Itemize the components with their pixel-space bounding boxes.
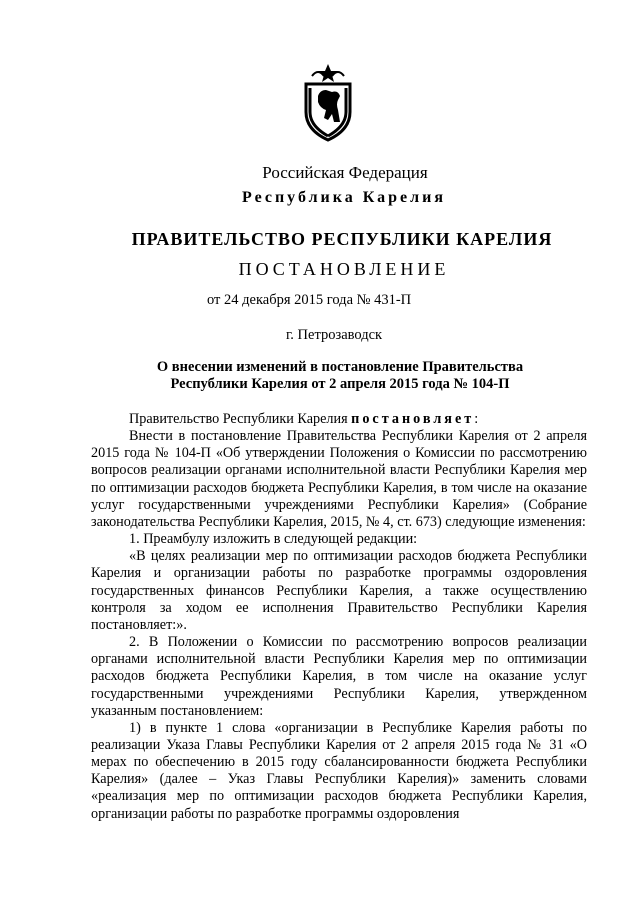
document-date: от 24 декабря 2015 года № 431-П [207, 292, 412, 308]
title-line-1: О внесении изменений в постановление Правительства [156, 359, 524, 375]
intro-prefix: Правительство Республики Карелия [129, 411, 352, 427]
republic-name: Республика Карелия [242, 189, 446, 206]
document-body [91, 411, 587, 823]
document-title [80, 359, 600, 393]
document-type: ПОСТАНОВЛЕНИЕ [238, 259, 450, 279]
karelia-coat-of-arms-icon [298, 62, 358, 142]
paragraph-3: «В целях реализации мер по оптимизации расходов бюджета Республики Карелия и организации работы по разработке программы оздоровления государственных финансов Республики Карелия, а также осуществлению контроля за ходом ее исполнения Правительство Республики Карелия постановляет:». [91, 548, 587, 633]
title-line-2: Республики Карелия от 2 апреля 2015 года № 104-П [170, 376, 510, 392]
document-city: г. Петрозаводск [286, 327, 383, 343]
paragraph-4: 2. В Положении о Комиссии по рассмотрению вопросов реализации органами исполнительной власти Республики Карелия мер по оптимизации расходов бюджета Республики Карелия, в том числе на оказание услуг государственными учреждениями Республики Карелия, утвержденном указанным постановлением: [91, 634, 587, 719]
paragraph-1: Внести в постановление Правительства Республики Карелия от 2 апреля 2015 года № 104-П «Об утверждении Положения о Комиссии по рассмотрению вопросов реализации органами исполнительной власти Республики Карелия мер по оптимизации расходов бюджета Республики Карелия, в том числе на оказание услуг государственными учреждениями Республики Карелия» (Собрание законодательства Республики Карелия, 2015, № 4, ст. 673) следующие изменения: [91, 428, 587, 530]
paragraph-5: 1) в пункте 1 слова «организации в Республике Карелия работы по реализации Указа Главы Республики Карелия от 2 апреля 2015 года № 31 «О мерах по обеспечению в 2015 году сбалансированности бюджета Республики Карелия» (далее – Указ Главы Республики Карелия)» заменить словами «реализация мер по оптимизации расходов бюджета Республики Карелия, организации работы по разработке программы оздоровления [91, 719, 587, 822]
paragraph-2: 1. Преамбулу изложить в следующей редакции: [129, 531, 418, 548]
country-name: Российская Федерация [262, 163, 428, 182]
government-name: ПРАВИТЕЛЬСТВО РЕСПУБЛИКИ КАРЕЛИЯ [131, 229, 553, 249]
intro-suffix: : [474, 411, 479, 427]
intro-decree-word: постановляет [351, 411, 475, 427]
intro-paragraph [91, 411, 587, 428]
